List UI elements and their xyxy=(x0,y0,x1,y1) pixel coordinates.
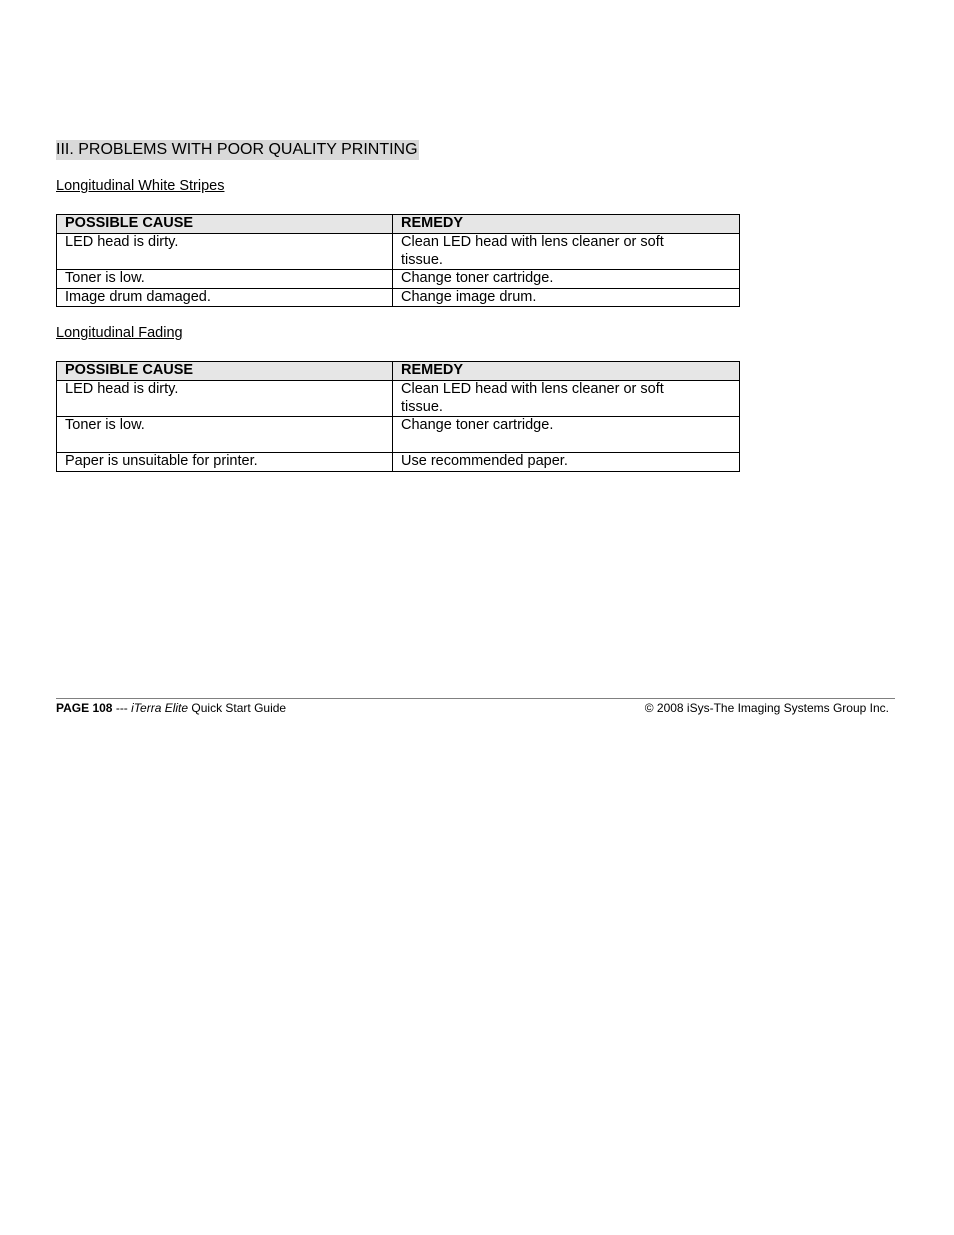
subheading-white-stripes: Longitudinal White Stripes xyxy=(56,178,225,194)
table-row xyxy=(57,453,740,472)
section-title: III. PROBLEMS WITH POOR QUALITY PRINTING xyxy=(56,141,418,158)
remedy-cell: Change image drum. xyxy=(393,288,740,307)
remedy-cell: Clean LED head with lens cleaner or soft tissue. xyxy=(393,234,740,270)
page-number: PAGE 108 xyxy=(56,701,113,715)
footer-separator: --- xyxy=(112,701,132,715)
column-header-remedy: REMEDY xyxy=(393,215,740,234)
footer-divider xyxy=(56,698,895,699)
table-row xyxy=(57,270,740,289)
table-row xyxy=(57,288,740,307)
table-row xyxy=(57,234,740,270)
cause-cell: Image drum damaged. xyxy=(57,288,393,307)
cause-cell: Toner is low. xyxy=(57,417,393,453)
cause-cell: Paper is unsuitable for printer. xyxy=(57,453,393,472)
table-header-row xyxy=(57,215,740,234)
table-header-row xyxy=(57,362,740,381)
footer-page-info xyxy=(56,701,286,715)
subheading-fading: Longitudinal Fading xyxy=(56,325,183,341)
table-row xyxy=(57,417,740,453)
cause-cell: LED head is dirty. xyxy=(57,381,393,417)
footer-copyright: © 2008 iSys-The Imaging Systems Group Inc. xyxy=(644,701,889,715)
column-header-cause: POSSIBLE CAUSE xyxy=(57,215,393,234)
column-header-cause: POSSIBLE CAUSE xyxy=(57,362,393,381)
remedy-cell: Change toner cartridge. xyxy=(393,270,740,289)
table-row xyxy=(57,381,740,417)
cause-cell: LED head is dirty. xyxy=(57,234,393,270)
guide-title: Quick Start Guide xyxy=(188,701,287,715)
fading-table xyxy=(56,361,740,472)
remedy-cell: Clean LED head with lens cleaner or soft tissue. xyxy=(393,381,740,417)
product-name: iTerra Elite xyxy=(131,701,189,715)
column-header-remedy: REMEDY xyxy=(393,362,740,381)
cause-cell: Toner is low. xyxy=(57,270,393,289)
white-stripes-table xyxy=(56,214,740,307)
remedy-cell: Change toner cartridge. xyxy=(393,417,740,453)
remedy-cell: Use recommended paper. xyxy=(393,453,740,472)
